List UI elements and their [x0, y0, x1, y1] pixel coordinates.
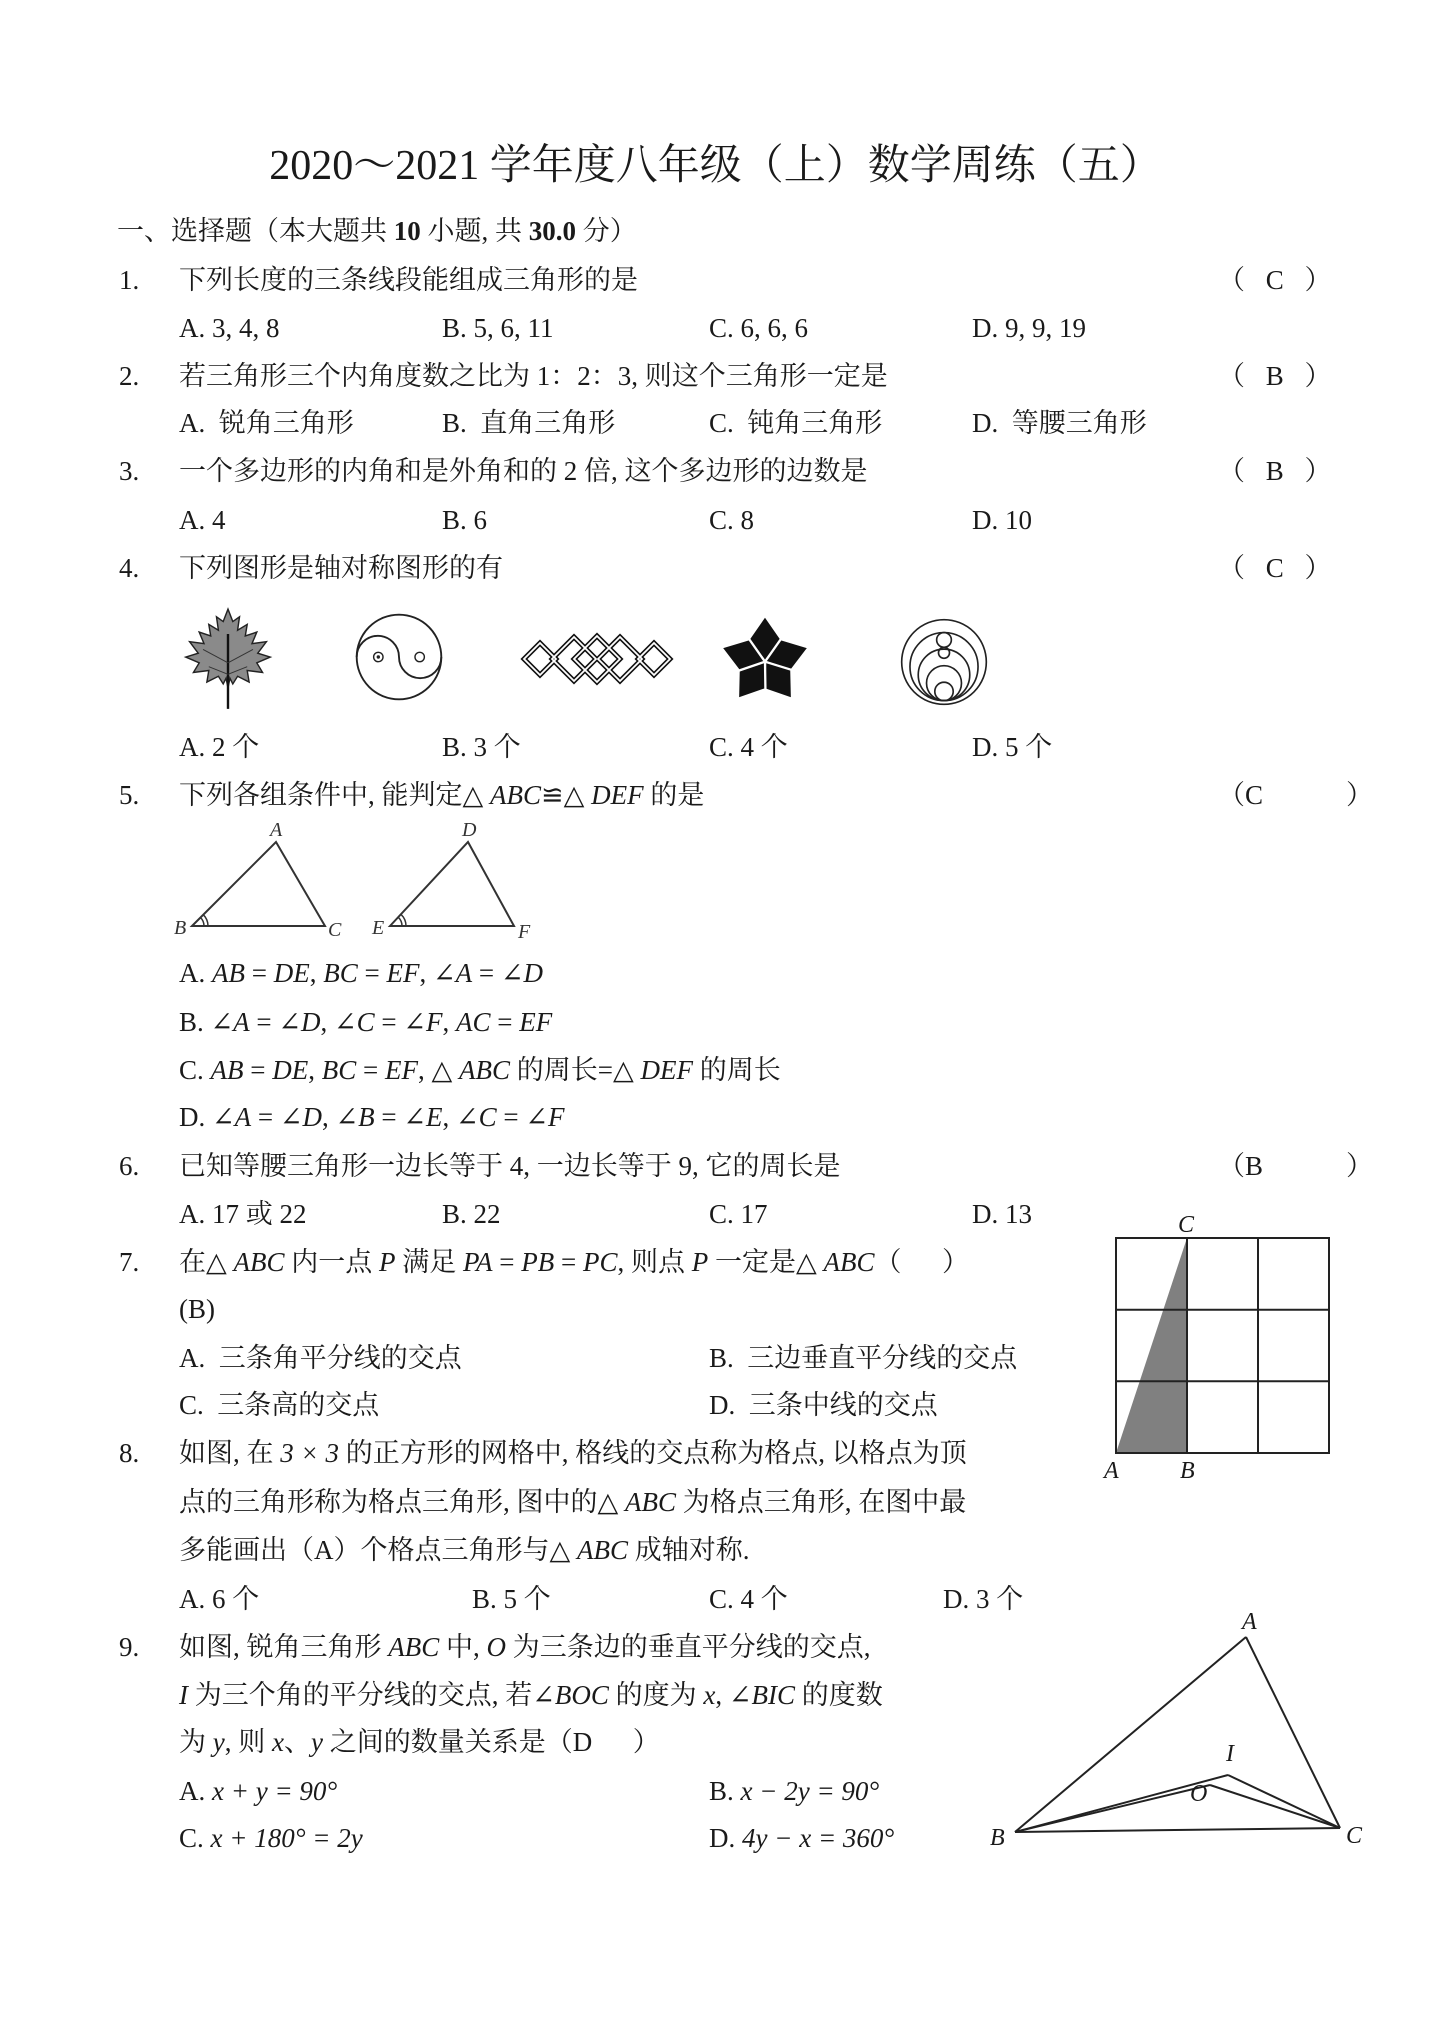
answer-bracket: （B ）: [1218, 1151, 1374, 1181]
math-variable: y: [212, 1727, 225, 1757]
math-variable: x − 2y = 90°: [740, 1776, 880, 1806]
label-c: C: [328, 919, 342, 941]
option-b: B. 三边垂直平分线的交点: [709, 1343, 1018, 1373]
question-number: 9.: [119, 1632, 140, 1662]
math-variable: x: [703, 1680, 716, 1710]
math-variable: F: [426, 1007, 443, 1037]
question-stem: 已知等腰三角形一边长等于 4, 一边长等于 9, 它的周长是: [179, 1151, 841, 1181]
option-c: C. 6, 6, 6: [709, 313, 809, 343]
label-a: A: [270, 819, 283, 841]
petals: [716, 616, 814, 709]
option-d: D. 三条中线的交点: [709, 1390, 938, 1420]
label-e: E: [372, 917, 385, 939]
grid-figure: [1100, 1210, 1350, 1482]
option-d: D. 10: [972, 505, 1032, 535]
question-number: 6.: [119, 1151, 140, 1181]
option-c: C. 4 个: [709, 732, 788, 762]
math-variable: C: [356, 1007, 375, 1037]
option-c: C. 钝角三角形: [709, 408, 883, 438]
math-variable: B: [358, 1102, 375, 1132]
math-variable: EF: [386, 958, 420, 988]
math-variable: A: [233, 1007, 250, 1037]
option-a: A. x + y = 90°: [179, 1776, 338, 1806]
math-variable: AB: [212, 958, 245, 988]
question-stem: 一个多边形的内角和是外角和的 2 倍, 这个多边形的边数是: [179, 456, 868, 486]
bold-number: 30.0: [528, 216, 576, 246]
option-b: B. x − 2y = 90°: [709, 1776, 880, 1806]
angle-arc-e-inner: [398, 917, 402, 926]
option-c: C. AB = DE, BC = EF, △ ABC 的周长=△ DEF 的周长: [179, 1055, 781, 1085]
maple-leaf-icon: [180, 607, 276, 711]
math-variable: ABC: [577, 1535, 629, 1565]
question-stem-line: I 为三个角的平分线的交点, 若∠BOC 的度为 x, ∠BIC 的度数: [179, 1680, 883, 1710]
grid-label-c: C: [1178, 1212, 1195, 1238]
math-variable: ABC: [625, 1487, 677, 1517]
math-variable: ABC: [388, 1632, 440, 1662]
option-b: B. 5 个: [472, 1584, 551, 1614]
option-b: B. 5, 6, 11: [442, 313, 554, 343]
option-b: B. 22: [442, 1199, 501, 1229]
option-a: A. AB = DE, BC = EF, ∠A = ∠D: [179, 958, 543, 988]
label-f: F: [518, 921, 531, 943]
option-b: B. 直角三角形: [442, 408, 616, 438]
math-variable: D: [301, 1007, 321, 1037]
option-d: D. 等腰三角形: [972, 408, 1147, 438]
math-variable: y: [310, 1727, 323, 1757]
answer-bracket: （ B ）: [1218, 361, 1332, 391]
option-c: C. 8: [709, 505, 755, 535]
label-o: O: [1190, 1781, 1208, 1807]
option-a: A. 锐角三角形: [179, 408, 354, 438]
math-variable: P: [379, 1247, 396, 1277]
label-b: B: [990, 1825, 1005, 1851]
math-variable: EF: [519, 1007, 553, 1037]
shaded-triangle-abc: [1116, 1238, 1187, 1453]
acute-triangle-figure: [980, 1609, 1380, 1860]
math-variable: ABC: [233, 1247, 285, 1277]
option-a: A. 三条角平分线的交点: [179, 1343, 462, 1373]
answer-line: (B): [179, 1294, 215, 1324]
question-number: 4.: [119, 553, 140, 583]
option-a: A. 6 个: [179, 1584, 260, 1614]
question-stem-line: 点的三角形称为格点三角形, 图中的△ ABC 为格点三角形, 在图中最: [179, 1487, 967, 1517]
math-variable: DE: [272, 1055, 309, 1085]
question-number: 7.: [119, 1247, 140, 1277]
option-d: D. 9, 9, 19: [972, 313, 1086, 343]
math-variable: BOC: [554, 1680, 609, 1710]
math-variable: 3 × 3: [280, 1438, 339, 1468]
option-d: D. 13: [972, 1199, 1032, 1229]
math-variable: DE: [273, 958, 310, 988]
angle-arc-b-inner: [201, 918, 205, 927]
question-number: 5.: [119, 780, 140, 810]
triangle-sides: [1015, 1637, 1340, 1832]
math-variable: PC: [583, 1247, 618, 1277]
math-variable: DEF: [640, 1055, 693, 1085]
option-c: C. 4 个: [709, 1584, 788, 1614]
label-c: C: [1346, 1823, 1363, 1849]
math-variable: x + 180° = 2y: [210, 1823, 363, 1853]
option-d: D. 5 个: [972, 732, 1053, 762]
math-variable: BC: [323, 958, 358, 988]
question-number: 2.: [119, 361, 140, 391]
math-variable: BIC: [751, 1680, 795, 1710]
page-title: 2020～2021 学年度八年级（上）数学周练（五）: [269, 143, 1162, 189]
grid-label-a: A: [1104, 1458, 1119, 1484]
question-number: 1.: [119, 265, 140, 295]
bold-number: 10: [393, 216, 421, 246]
question-stem-line: 如图, 在 3 × 3 的正方形的网格中, 格线的交点称为格点, 以格点为顶: [179, 1438, 967, 1468]
math-variable: P: [691, 1247, 709, 1277]
math-variable: D: [523, 958, 543, 988]
question-stem: 下列各组条件中, 能判定△ ABC≌△ DEF 的是: [179, 780, 705, 810]
answer-bracket: （ C ）: [1218, 265, 1332, 295]
math-variable: F: [547, 1102, 565, 1132]
option-a: A. 17 或 22: [179, 1199, 307, 1229]
triangle-abc: [192, 842, 325, 926]
option-b: B. ∠A = ∠D, ∠C = ∠F, AC = EF: [179, 1007, 553, 1037]
option-b: B. 6: [442, 505, 488, 535]
option-b: B. 3 个: [442, 732, 521, 762]
option-c: C. 三条高的交点: [179, 1390, 380, 1420]
center-lines: [1015, 1775, 1340, 1832]
question-stem-line: 如图, 锐角三角形 ABC 中, O 为三条边的垂直平分线的交点,: [179, 1632, 871, 1662]
grid-label-b: B: [1180, 1458, 1195, 1484]
triangles-figure: [170, 820, 540, 945]
option-a: A. 3, 4, 8: [179, 313, 280, 343]
circle-set: [902, 620, 987, 705]
answer-bracket: （C ）: [1218, 780, 1374, 810]
question-number: 3.: [119, 456, 140, 486]
knot-inner: [524, 636, 670, 682]
math-variable: A: [455, 958, 473, 988]
question-stem: 若三角形三个内角度数之比为 1：2：3, 则这个三角形一定是: [179, 361, 888, 391]
math-variable: PB: [521, 1247, 555, 1277]
label-a: A: [1242, 1609, 1257, 1635]
math-variable: AB: [210, 1055, 244, 1085]
question-number: 8.: [119, 1438, 140, 1468]
math-variable: ABC: [823, 1247, 875, 1277]
math-variable: D: [302, 1102, 322, 1132]
math-variable: C: [478, 1102, 497, 1132]
math-variable: ABC: [490, 780, 542, 810]
label-b: B: [174, 917, 187, 939]
option-c: C. x + 180° = 2y: [179, 1823, 363, 1853]
question-stem-line: 多能画出（A）个格点三角形与△ ABC 成轴对称.: [179, 1535, 750, 1565]
math-variable: x: [271, 1727, 284, 1757]
answer-bracket: （ B ）: [1218, 456, 1332, 486]
question-stem: 在△ ABC 内一点 P 满足 PA = PB = PC, 则点 P 一定是△ ABC（ ）: [179, 1247, 970, 1277]
math-variable: 4y − x = 360°: [742, 1823, 895, 1853]
left-dot-center: [377, 655, 380, 658]
math-variable: BC: [321, 1055, 357, 1085]
knot-pattern-icon: [522, 630, 672, 688]
option-c: C. 17: [709, 1199, 768, 1229]
option-a: A. 4: [179, 505, 226, 535]
right-dot: [415, 652, 424, 661]
yin-yang-icon: [352, 610, 446, 704]
answer-bracket: （ C ）: [1218, 553, 1332, 583]
math-variable: I: [179, 1680, 188, 1710]
question-stem: 下列图形是轴对称图形的有: [179, 553, 503, 583]
math-variable: DEF: [591, 780, 644, 810]
question-stem-line: 为 y, 则 x、y 之间的数量关系是（D ）: [179, 1727, 660, 1757]
math-variable: AC: [456, 1007, 491, 1037]
option-d: D. 4y − x = 360°: [709, 1823, 895, 1853]
math-variable: x + y = 90°: [212, 1776, 338, 1806]
question-stem: 下列长度的三条线段能组成三角形的是: [179, 265, 638, 295]
label-i: I: [1226, 1741, 1234, 1767]
math-variable: E: [425, 1102, 443, 1132]
section-heading: 一、选择题（本大题共 10 小题, 共 30.0 分）: [117, 216, 637, 246]
math-variable: O: [486, 1632, 506, 1662]
option-d: D. ∠A = ∠D, ∠B = ∠E, ∠C = ∠F: [179, 1102, 565, 1132]
math-variable: PA: [463, 1247, 493, 1277]
option-d: D. 3 个: [943, 1584, 1024, 1614]
triangle-def: [390, 842, 514, 926]
pentagon-flower-icon: [718, 612, 812, 704]
math-variable: ABC: [459, 1055, 511, 1085]
math-variable: EF: [385, 1055, 418, 1085]
label-d: D: [462, 819, 477, 841]
nested-circles-icon: [898, 616, 990, 708]
math-variable: A: [234, 1102, 252, 1132]
option-a: A. 2 个: [179, 732, 260, 762]
